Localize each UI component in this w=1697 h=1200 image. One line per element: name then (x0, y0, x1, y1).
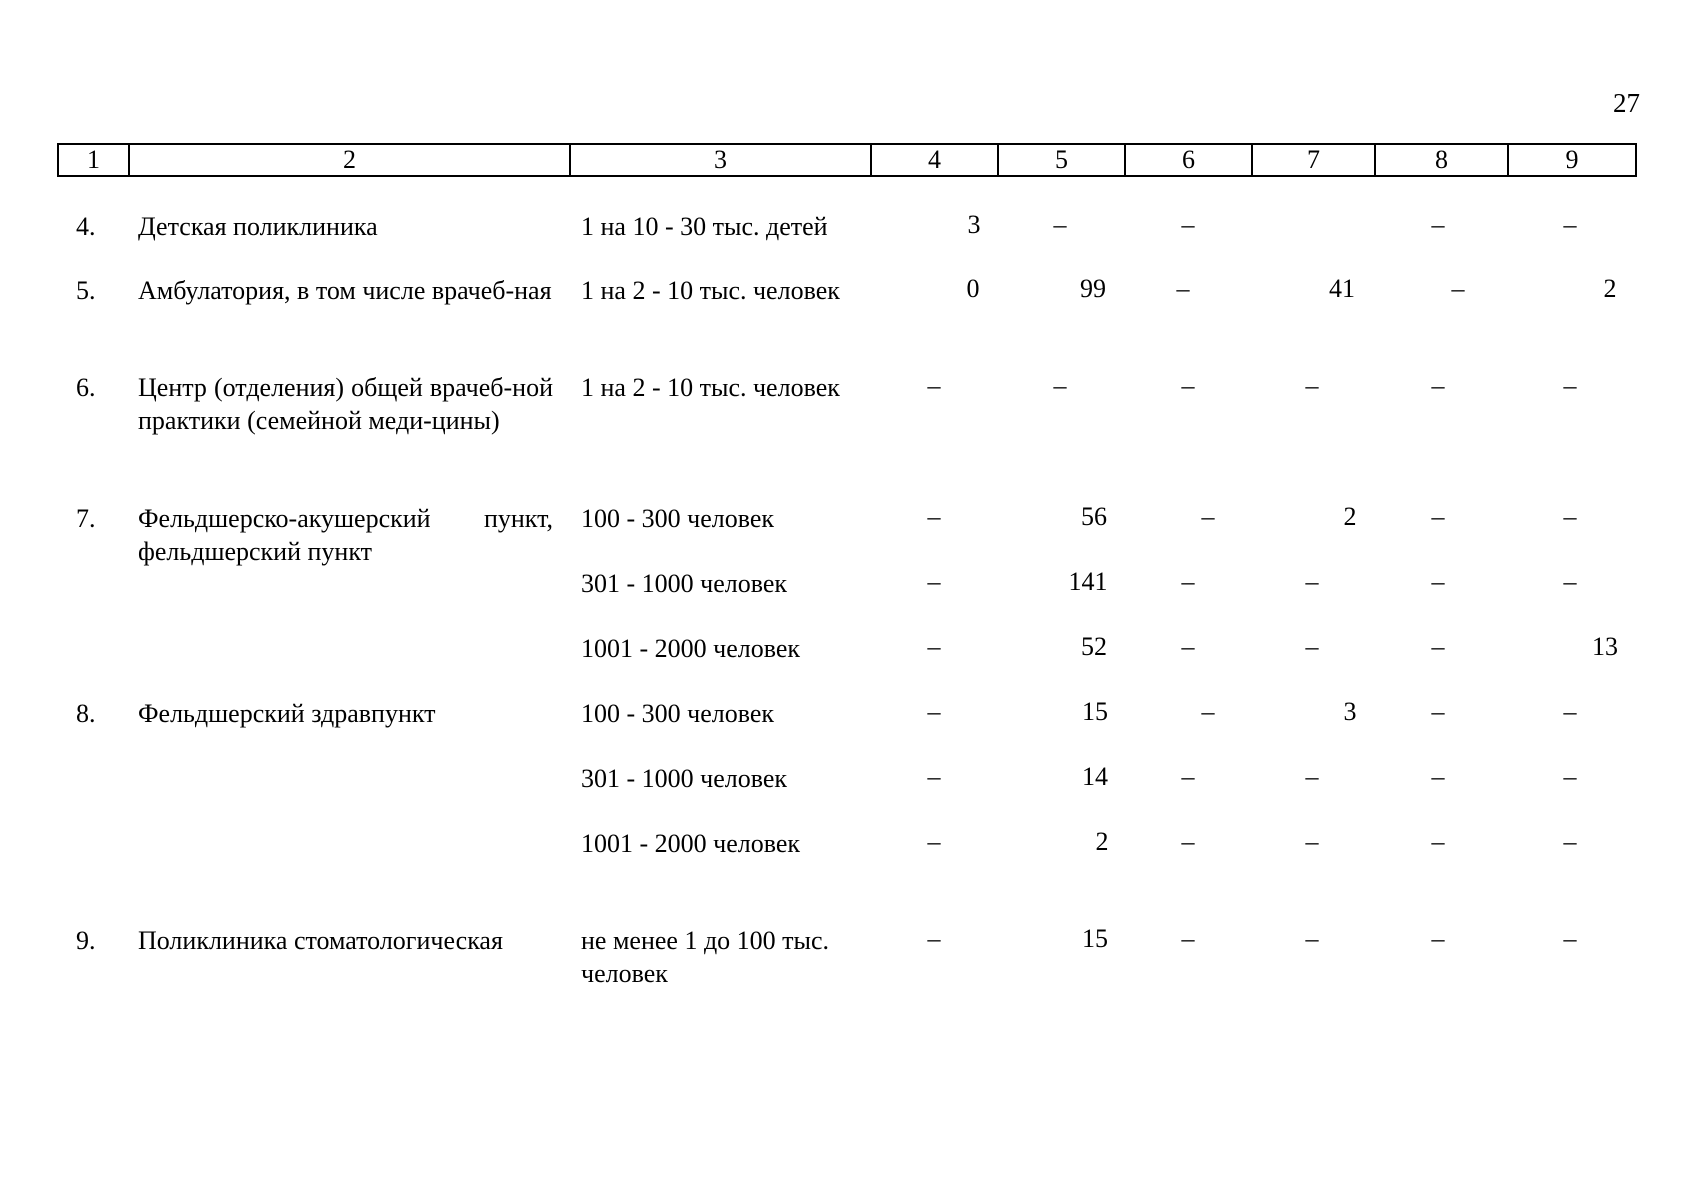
col-7-value: 2 (1343, 502, 1357, 531)
col-8-value: – (1431, 924, 1445, 953)
row-number: 6. (76, 373, 96, 402)
col-4-value: – (927, 697, 941, 726)
col-6-value: – (1181, 632, 1195, 661)
norm-value: 301 - 1000 человек (581, 764, 788, 793)
col-6-value: – (1181, 210, 1195, 239)
col-9-value: – (1563, 697, 1577, 726)
col-8-value: – (1451, 274, 1465, 303)
col-5-value: – (1053, 371, 1067, 400)
col-8-value: – (1431, 371, 1445, 400)
row-number: 8. (76, 699, 96, 728)
col-7-value: – (1305, 371, 1319, 400)
norm-value: 1001 - 2000 человек (581, 829, 801, 858)
norm-value: 1001 - 2000 человек (581, 634, 801, 663)
col-8-value: – (1431, 567, 1445, 596)
col-9-value: 2 (1603, 274, 1617, 303)
row-number: 5. (76, 276, 96, 305)
col-9-value: – (1563, 924, 1577, 953)
norm-value: 100 - 300 человек (581, 504, 775, 533)
col-4-value: 0 (966, 274, 980, 303)
col-4-value: – (927, 827, 941, 856)
col-8-value: – (1431, 502, 1445, 531)
col-9-value: – (1563, 762, 1577, 791)
col-7-value: – (1305, 632, 1319, 661)
col-7-value: – (1305, 924, 1319, 953)
header-col-3: 3 (570, 144, 871, 176)
col-7-value: – (1305, 567, 1319, 596)
header-col-4: 4 (871, 144, 998, 176)
col-5-value: 15 (1082, 697, 1108, 726)
col-5-value: 14 (1082, 762, 1108, 791)
col-6-value: – (1201, 697, 1215, 726)
facility-name: Центр (отделения) общей врачеб-ной практики (семейной меди-цины) (138, 373, 553, 435)
header-col-1: 1 (58, 144, 129, 176)
col-4-value: – (927, 762, 941, 791)
col-9-value: – (1563, 502, 1577, 531)
col-7-value: 41 (1329, 274, 1355, 303)
norm-value: 1 на 2 - 10 тыс. человек (581, 276, 840, 305)
page-number: 27 (1613, 88, 1640, 118)
col-9-value: 13 (1592, 632, 1618, 661)
column-header-table (57, 143, 1637, 177)
col-6-value: – (1181, 924, 1195, 953)
header-col-9: 9 (1508, 144, 1636, 176)
norm-value: 100 - 300 человек (581, 699, 775, 728)
col-6-value: – (1181, 567, 1195, 596)
norm-value: не менее 1 до 100 тыс. человек (581, 926, 830, 988)
facility-name: Фельдшерский здравпункт (138, 699, 436, 728)
norm-value: 301 - 1000 человек (581, 569, 788, 598)
header-col-5: 5 (998, 144, 1125, 176)
header-col-6: 6 (1125, 144, 1252, 176)
col-4-value: – (927, 371, 941, 400)
col-7-value: – (1305, 762, 1319, 791)
col-4-value: – (927, 924, 941, 953)
header-col-7: 7 (1252, 144, 1375, 176)
col-8-value: – (1431, 762, 1445, 791)
facility-name: Амбулатория, в том числе врачеб-ная (138, 276, 552, 305)
col-6-value: – (1181, 371, 1195, 400)
col-6-value: – (1181, 762, 1195, 791)
col-8-value: – (1431, 697, 1445, 726)
col-6-value: – (1201, 502, 1215, 531)
col-6-value: – (1181, 827, 1195, 856)
col-7-value: – (1305, 827, 1319, 856)
col-9-value: – (1563, 371, 1577, 400)
header-col-8: 8 (1375, 144, 1508, 176)
norm-value: 1 на 2 - 10 тыс. человек (581, 373, 840, 402)
header-row (58, 144, 1636, 176)
facility-name: Поликлиника стоматологическая (138, 926, 503, 955)
col-8-value: – (1431, 632, 1445, 661)
row-number: 4. (76, 212, 96, 241)
col-8-value: – (1431, 827, 1445, 856)
col-7-value: 3 (1343, 697, 1357, 726)
col-9-value: – (1563, 210, 1577, 239)
facility-name: Фельдшерско-акушерский пункт, фельдшерский пункт (138, 504, 553, 566)
col-5-value: 56 (1081, 502, 1107, 531)
col-4-value: – (927, 502, 941, 531)
col-5-value: 141 (1068, 567, 1108, 596)
header-col-2: 2 (129, 144, 570, 176)
col-9-value: – (1563, 827, 1577, 856)
col-9-value: – (1563, 567, 1577, 596)
col-5-value: 99 (1080, 274, 1106, 303)
row-number: 9. (76, 926, 96, 955)
facility-name: Детская поликлиника (138, 212, 378, 241)
col-4-value: – (927, 567, 941, 596)
col-8-value: – (1431, 210, 1445, 239)
col-4-value: 3 (967, 210, 981, 239)
row-number: 7. (76, 504, 96, 533)
col-5-value: – (1053, 210, 1067, 239)
col-5-value: 2 (1095, 827, 1109, 856)
col-5-value: 15 (1082, 924, 1108, 953)
norm-value: 1 на 10 - 30 тыс. детей (581, 212, 828, 241)
col-6-value: – (1176, 274, 1190, 303)
col-5-value: 52 (1081, 632, 1107, 661)
col-4-value: – (927, 632, 941, 661)
